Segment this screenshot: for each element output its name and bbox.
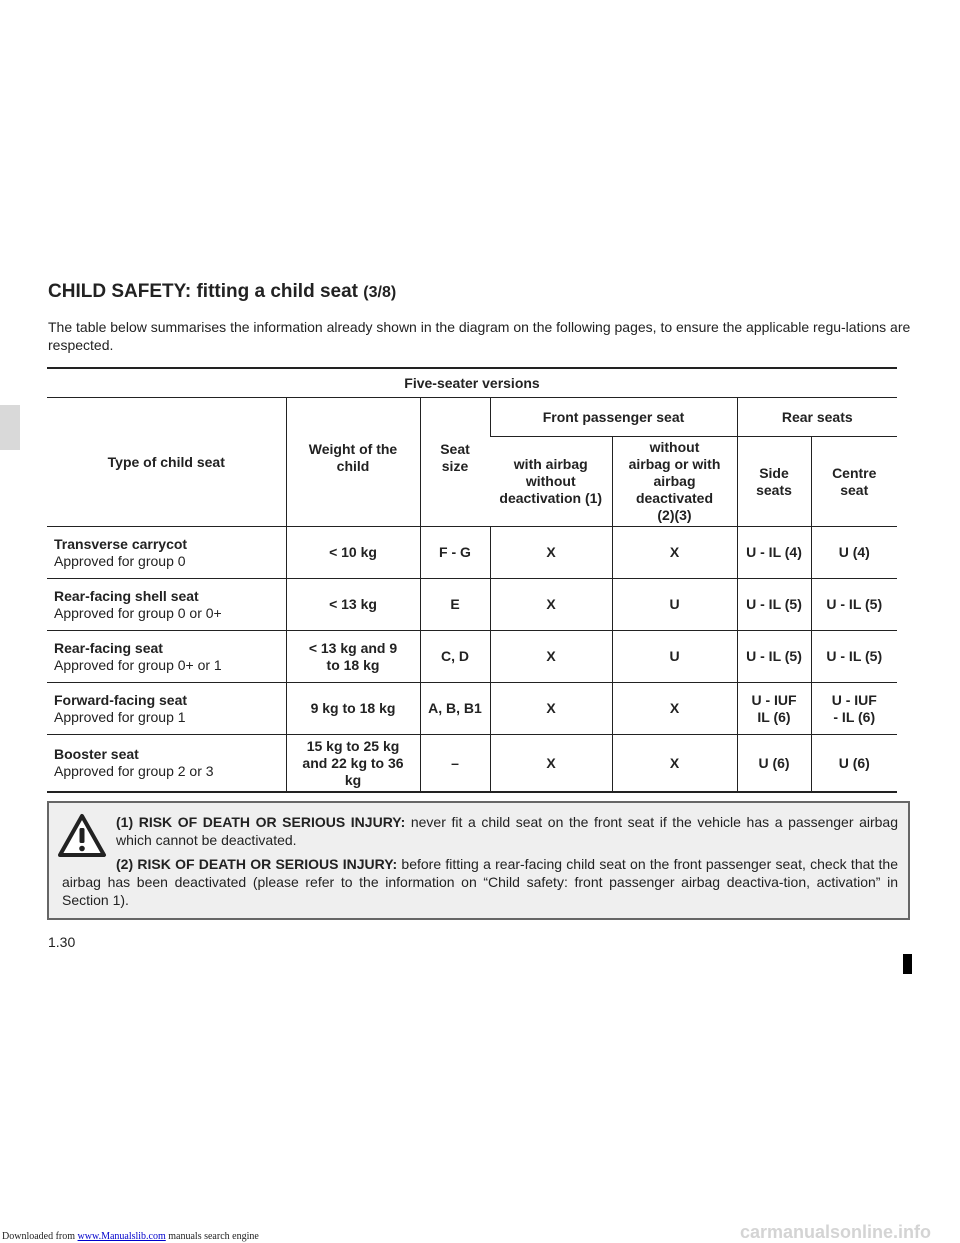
warning-text (62, 813, 898, 915)
row-size: E (420, 579, 490, 631)
child-seat-table (47, 367, 897, 793)
download-banner (2, 1231, 259, 1242)
section-marker (903, 954, 912, 974)
table-row (47, 735, 897, 793)
warning-2-heading: (2) RISK OF DEATH OR SERIOUS INJURY: (116, 856, 398, 872)
table-caption-row (47, 368, 897, 398)
row-type (47, 631, 286, 683)
row-type-name: Forward-facing seat (54, 691, 188, 708)
table-row (47, 631, 897, 683)
row-weight (286, 631, 420, 683)
row-centre: U (4) (811, 527, 897, 579)
warning-paragraph-1 (62, 813, 898, 849)
row-front-noairbag: X (612, 735, 737, 793)
row-centre: U (6) (811, 735, 897, 793)
row-type-approval: Approved for group 0 or 0+ (54, 604, 222, 621)
row-front-airbag: X (490, 735, 612, 793)
page-number: 1.30 (48, 934, 76, 950)
warning-box (47, 801, 910, 920)
row-type (47, 683, 286, 735)
warning-1-heading: (1) RISK OF DEATH OR SERIOUS INJURY: (116, 814, 406, 830)
col-header-front-airbag-text: with airbag without deactivation (1) (499, 456, 603, 507)
row-side: U - IL (4) (737, 527, 811, 579)
row-weight: 9 kg to 18 kg (286, 683, 420, 735)
section-tab (0, 405, 20, 450)
row-weight: < 13 kg (286, 579, 420, 631)
row-type-name: Transverse carrycot (54, 535, 188, 552)
title-part-indicator: (3/8) (363, 284, 397, 301)
row-type-approval: Approved for group 0 (54, 552, 186, 569)
col-header-centre (811, 437, 897, 527)
row-type-name: Rear-facing seat (54, 639, 163, 656)
row-side: U (6) (737, 735, 811, 793)
row-front-airbag: X (490, 683, 612, 735)
row-type (47, 735, 286, 793)
row-size: – (420, 735, 490, 793)
table-caption: Five-seater versions (47, 368, 897, 398)
row-type (47, 579, 286, 631)
col-header-size-text: Seat size (440, 441, 470, 474)
row-weight (286, 735, 420, 793)
row-front-noairbag: X (612, 683, 737, 735)
warning-paragraph-2 (62, 855, 898, 909)
col-header-centre-text: Centre seat (832, 464, 877, 498)
row-centre-text: U - IUF - IL (6) (831, 691, 877, 725)
row-size: A, B, B1 (420, 683, 490, 735)
table-header-row (47, 398, 897, 437)
row-front-noairbag: U (612, 631, 737, 683)
table-row (47, 527, 897, 579)
group-header-front: Front passenger seat (490, 398, 737, 437)
download-suffix: manuals search engine (168, 1231, 259, 1242)
col-header-front-noairbag-text: without airbag or with airbag deactivated (2)(3) (628, 439, 721, 524)
row-front-airbag: X (490, 631, 612, 683)
row-side (737, 683, 811, 735)
col-header-weight (286, 398, 420, 527)
warning-2-body: before fitting a rear-facing child seat on the front passenger seat, check that the airbag has been deactivated (please refer to the information on “Child safety: front passenger airbag deactiva-tion, activation” in Section 1). (62, 856, 898, 908)
manualslib-link[interactable]: www.Manualslib.com (77, 1231, 166, 1242)
download-prefix: Downloaded from (2, 1231, 76, 1242)
row-front-noairbag: X (612, 527, 737, 579)
row-type-approval: Approved for group 1 (54, 708, 186, 725)
page-title (48, 281, 396, 303)
row-side-text: U - IUF IL (6) (751, 691, 797, 725)
row-side: U - IL (5) (737, 631, 811, 683)
col-header-front-noairbag (612, 437, 737, 527)
row-type-name: Booster seat (54, 746, 139, 762)
row-side: U - IL (5) (737, 579, 811, 631)
col-header-size (420, 398, 490, 527)
row-weight: < 10 kg (286, 527, 420, 579)
title-text: CHILD SAFETY: fitting a child seat (48, 281, 358, 302)
warning-1-body: never fit a child seat on the front seat if the vehicle has a passenger airbag which cannot be deactivated. (116, 814, 899, 848)
col-header-type: Type of child seat (47, 398, 286, 527)
col-header-front-airbag (490, 437, 612, 527)
row-size: F - G (420, 527, 490, 579)
col-header-side (737, 437, 811, 527)
row-centre: U - IL (5) (811, 631, 897, 683)
row-type (47, 527, 286, 579)
row-size: C, D (420, 631, 490, 683)
row-centre: U - IL (5) (811, 579, 897, 631)
row-type-approval: Approved for group 2 or 3 (54, 763, 214, 779)
table-row (47, 579, 897, 631)
row-weight-text: 15 kg to 25 kg and 22 kg to 36 kg (302, 737, 404, 788)
row-weight-text: < 13 kg and 9 to 18 kg (308, 639, 398, 673)
row-front-airbag: X (490, 579, 612, 631)
col-header-side-text: Side seats (756, 464, 792, 498)
table-row (47, 683, 897, 735)
intro-paragraph: The table below summarises the information already shown in the diagram on the following pages, to ensure the applicable regu-lations are respected. (48, 319, 911, 353)
row-centre (811, 683, 897, 735)
row-front-airbag: X (490, 527, 612, 579)
group-header-rear: Rear seats (737, 398, 897, 437)
watermark: carmanualsonline.info (740, 1222, 932, 1242)
col-header-weight-text: Weight of the child (308, 441, 398, 474)
row-front-noairbag: U (612, 579, 737, 631)
row-type-approval: Approved for group 0+ or 1 (54, 656, 222, 673)
row-type-name: Rear-facing shell seat (54, 587, 199, 604)
